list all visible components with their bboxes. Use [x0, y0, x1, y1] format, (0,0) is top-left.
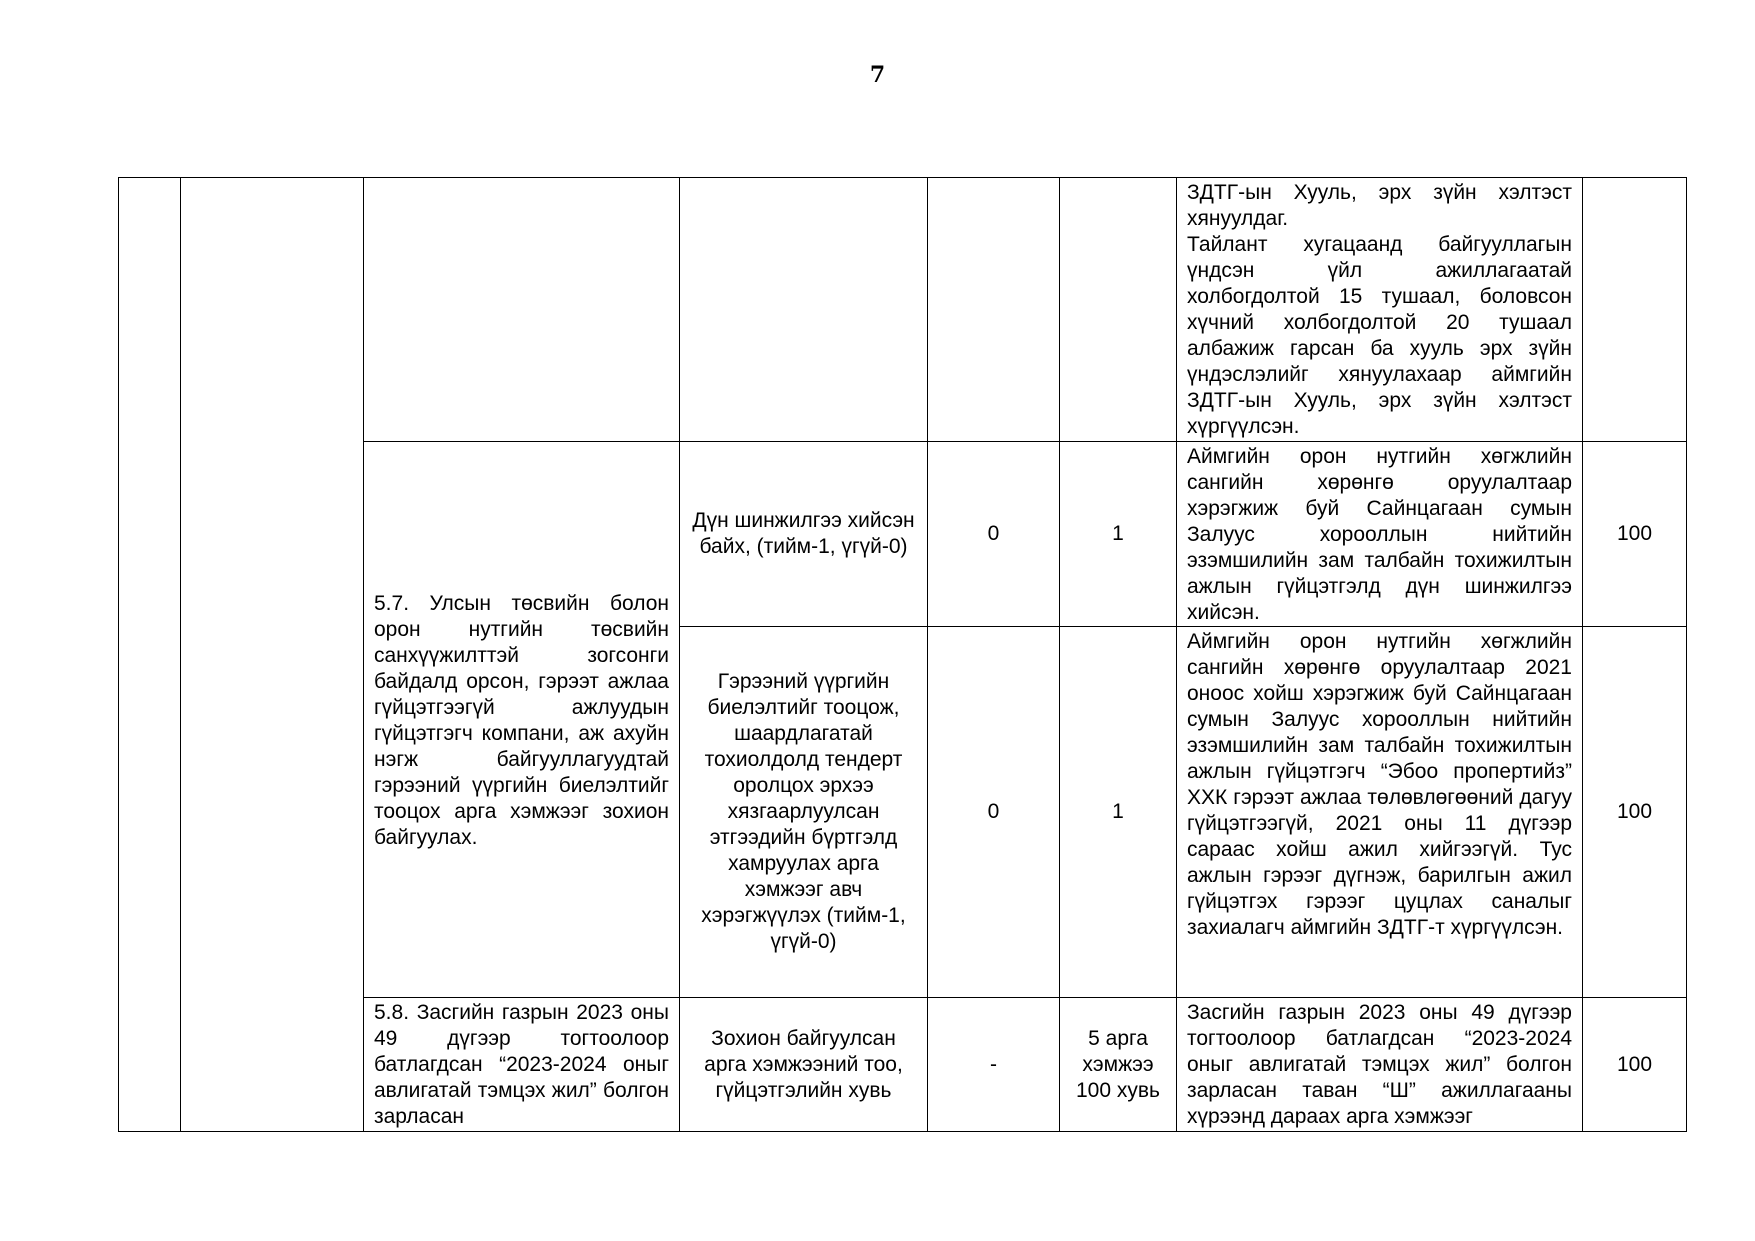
indicator-cell — [680, 178, 928, 442]
target-cell — [1060, 178, 1177, 442]
indicator-cell: Дүн шинжилгээ хийсэн байх, (тийм-1, үгүй-0) — [680, 442, 928, 627]
activity-cell — [364, 178, 680, 442]
number-cell — [119, 178, 181, 1132]
result-cell: Засгийн газрын 2023 оны 49 дүгээр тогтоолоор батлагдсан “2023-2024 оныг авлигатай тэмцэх жил” болгон зарласан таван “Ш” ажиллагааны хүрээнд дараах арга хэмжээг — [1177, 998, 1583, 1132]
activity-cell: 5.8. Засгийн газрын 2023 оны 49 дүгээр тогтоолоор батлагдсан “2023-2024 оныг авлигатай тэмцэх жил” болгон зарласан — [364, 998, 680, 1132]
goal-cell — [181, 178, 364, 1132]
baseline-cell — [928, 178, 1060, 442]
score-cell: 100 — [1583, 998, 1687, 1132]
score-cell: 100 — [1583, 627, 1687, 998]
report-table — [118, 177, 1687, 1132]
indicator-cell: Гэрээний үүргийн биелэлтийг тооцож, шаардлагатай тохиолдолд тендерт оролцох эрхээ хязгаарлуулсан этгээдийн бүртгэлд хамруулах арга хэмжээг авч хэрэгжүүлэх (тийм-1, үгүй-0) — [680, 627, 928, 998]
baseline-cell: 0 — [928, 442, 1060, 627]
baseline-cell: 0 — [928, 627, 1060, 998]
baseline-cell: - — [928, 998, 1060, 1132]
target-cell: 1 — [1060, 442, 1177, 627]
score-cell — [1583, 178, 1687, 442]
indicator-cell: Зохион байгуулсан арга хэмжээний тоо, гүйцэтгэлийн хувь — [680, 998, 928, 1132]
result-cell: Аймгийн орон нутгийн хөгжлийн сангийн хөрөнгө оруулалтаар хэрэгжиж буй Сайнцагаан сумын Залуус хорооллын нийтийн эзэмшилийн зам талбайн тохижилтын ажлын гүйцэтгэлд дүн шинжилгээ хийсэн. — [1177, 442, 1583, 627]
activity-cell: 5.7. Улсын төсвийн болон орон нутгийн төсвийн санхүүжилттэй зогсонги байдалд орсон, гэрээт ажлаа гүйцэтгээгүй ажлуудын гүйцэтгэгч компани, аж ахуйн нэгж байгууллагуудтай гэрээний үүргийн биелэлтийг тооцох арга хэмжээг зохион байгуулах. — [364, 442, 680, 998]
score-cell: 100 — [1583, 442, 1687, 627]
result-cell: ЗДТГ-ын Хууль, эрх зүйн хэлтэст хянуулдаг. Тайлант хугацаанд байгууллагын үндсэн үйл ажиллагаатай холбогдолтой 15 тушаал, боловсон хүчний холбогдолтой 20 тушаал албажиж гарсан ба хууль эрх зүйн үндэслэлийг хянуулахаар аймгийн ЗДТГ-ын Хууль, эрх зүйн хэлтэст хүргүүлсэн. — [1177, 178, 1583, 442]
result-cell: Аймгийн орон нутгийн хөгжлийн сангийн хөрөнгө оруулалтаар 2021 оноос хойш хэрэгжиж буй Сайнцагаан сумын Залуус хорооллын нийтийн эзэмшилийн зам талбайн тохижилтын ажлын гүйцэтгэгч “Эбоо пропертийз” ХХК гэрээт ажлаа төлөвлөгөөний дагуу гүйцэтгээгүй, 2021 оны 11 дүгээр сараас хойш ажил хийгээгүй. Тус ажлын гэрээг дүгнэж, барилгын ажил гүйцэтгэх гэрээг цуцлах саналыг захиалагч аймгийн ЗДТГ-т хүргүүлсэн. — [1177, 627, 1583, 998]
target-cell: 1 — [1060, 627, 1177, 998]
target-cell: 5 арга хэмжээ 100 хувь — [1060, 998, 1177, 1132]
page-number: 7 — [869, 62, 886, 88]
table-row — [119, 178, 1687, 442]
